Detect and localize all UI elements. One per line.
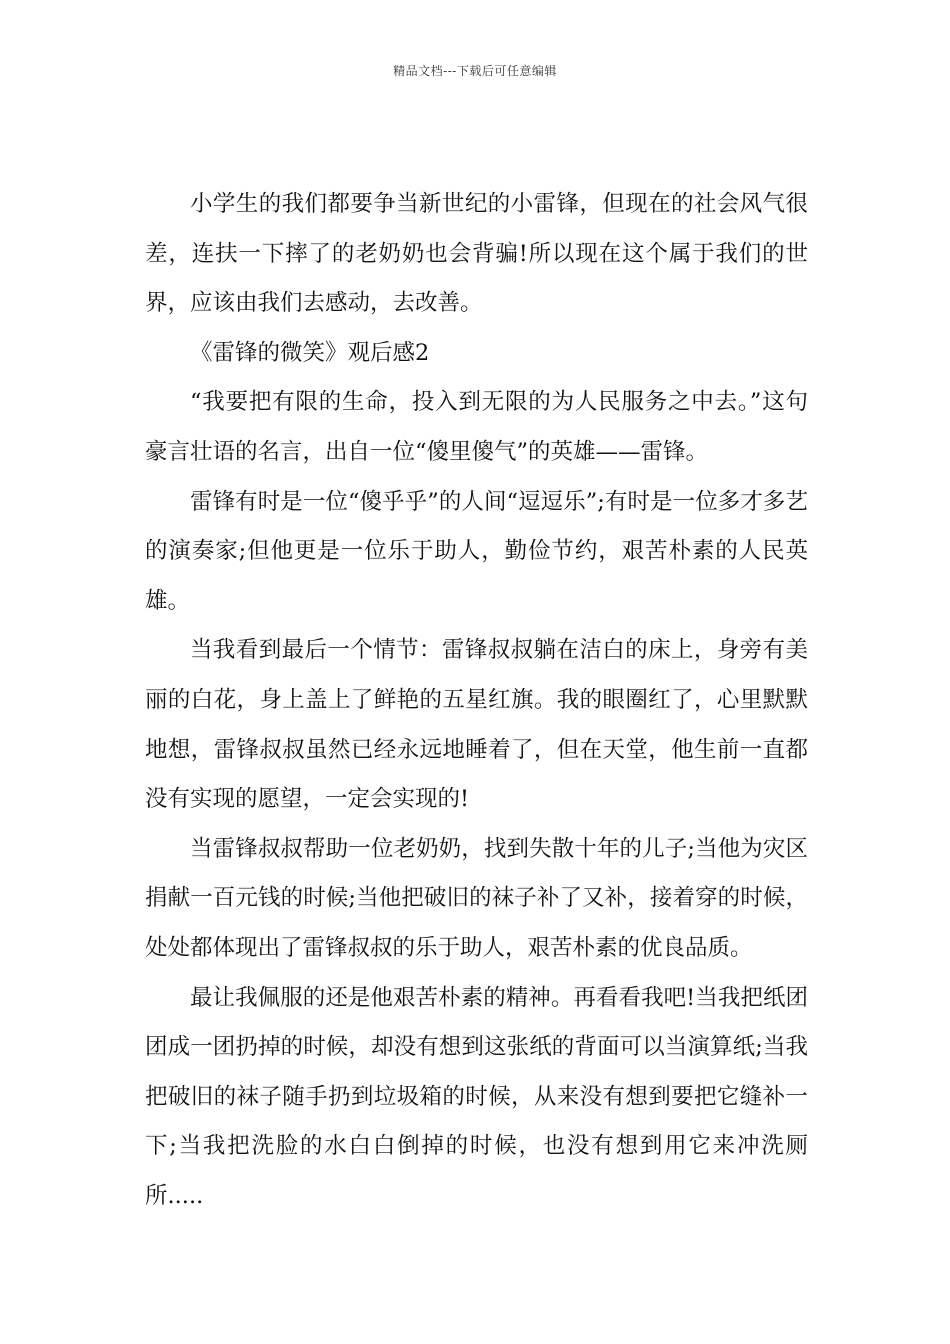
section-title: 《雷锋的微笑》观后感2 — [190, 339, 430, 366]
document-body — [145, 180, 808, 1221]
paragraph: 当雷锋叔叔帮助一位老奶奶，找到失散十年的儿子;当他为灾区捐献一百元钱的时候;当他把破旧的袜子补了又补，接着穿的时候，处处都体现出了雷锋叔叔的乐于助人，艰苦朴素的优良品质。 — [145, 835, 808, 961]
paragraph: 当我看到最后一个情节：雷锋叔叔躺在洁白的床上，身旁有美丽的白花，身上盖上了鲜艳的五星红旗。我的眼圈红了，心里默默地想，雷锋叔叔虽然已经永远地睡着了，但在天堂，他生前一直都没有实现的愿望，一定会实现的! — [145, 637, 808, 813]
paragraph: 小学生的我们都要争当新世纪的小雷锋，但现在的社会风气很差，连扶一下摔了的老奶奶也会背骗!所以现在这个属于我们的世界，应该由我们去感动，去改善。 — [145, 191, 808, 317]
paragraph: 雷锋有时是一位“傻乎乎”的人间“逗逗乐”;有时是一位多才多艺的演奏家;但他更是一位乐于助人，勤俭节约，艰苦朴素的人民英雄。 — [145, 488, 808, 614]
paragraph: “我要把有限的生命，投入到无限的为人民服务之中去。”这句豪言壮语的名言，出自一位“傻里傻气”的英雄——雷锋。 — [145, 389, 808, 465]
paragraph: 最让我佩服的还是他艰苦朴素的精神。再看看我吧!当我把纸团团成一团扔掉的时候，却没有想到这张纸的背面可以当演算纸;当我把破旧的袜子随手扔到垃圾箱的时候，从来没有想到要把它缝补一下;当我把洗脸的水白白倒掉的时候，也没有想到用它来冲洗厕所..... — [145, 984, 808, 1209]
page-header: 精品文档---下载后可任意编辑 — [393, 64, 557, 78]
